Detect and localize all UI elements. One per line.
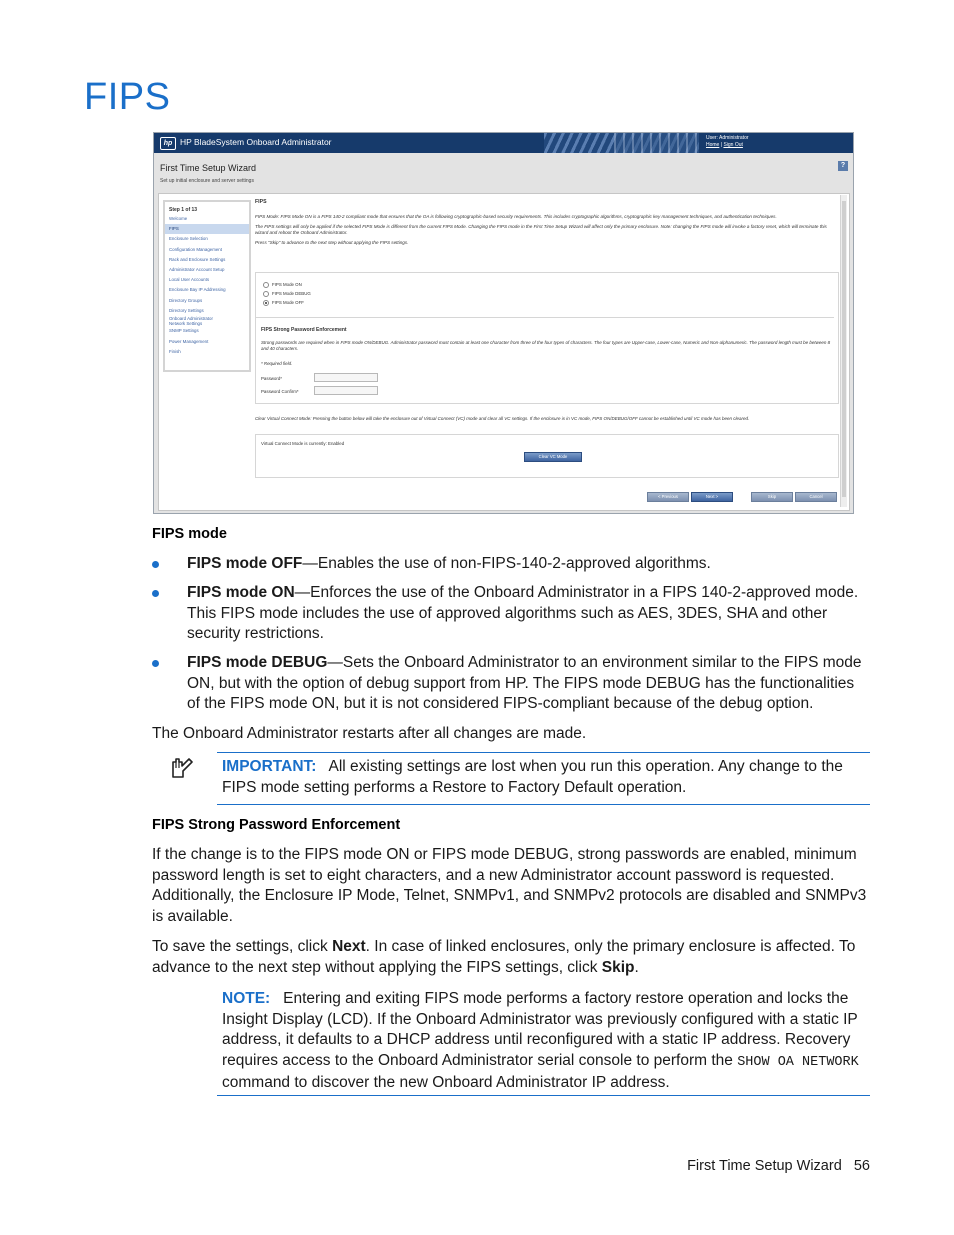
bullet-text bbox=[187, 554, 870, 575]
step-welcome[interactable]: Welcome bbox=[169, 216, 188, 221]
note-body-1: Entering and exiting FIPS mode performs a factory restore operation and locks the Insight Display (LCD). If the Onboard Administrator was previously configured with a static IP address, it defaults to a DHCP address until reconfigured with a static IP address. Recovery requires access to the Onboard Administrator serial console to perform the bbox=[222, 990, 858, 1069]
save-next-term: Next bbox=[332, 938, 366, 955]
bullet-text bbox=[187, 653, 870, 715]
bullet-text bbox=[187, 583, 870, 645]
step-snmp-settings[interactable]: SNMP Settings bbox=[169, 328, 199, 334]
step-configuration-management[interactable]: Configuration Management bbox=[169, 246, 222, 252]
important-hand-icon bbox=[170, 756, 196, 780]
radio-icon bbox=[263, 282, 269, 288]
fips-mode-box bbox=[255, 272, 839, 404]
fips-content bbox=[255, 200, 839, 246]
save-text-3: . bbox=[634, 958, 639, 976]
oa-header-bar bbox=[154, 133, 853, 153]
fips-mode-heading: FIPS mode bbox=[152, 526, 227, 542]
pw-heading: FIPS Strong Password Enforcement bbox=[261, 327, 347, 333]
restart-note: The Onboard Administrator restarts after all changes are made. bbox=[152, 725, 587, 742]
step-list bbox=[163, 200, 251, 372]
step-bay-ip-addressing[interactable]: Enclosure Bay IP Addressing bbox=[169, 287, 226, 293]
sign-out-link[interactable]: Sign Out bbox=[723, 142, 743, 148]
save-skip-term: Skip bbox=[601, 958, 635, 976]
page-title: FIPS bbox=[84, 76, 171, 118]
fips-desc-para: FIPS Mode: FIPS Mode ON is a FIPS 140-2 compliant mode that ensures that the OA is following cryptographic-based security requirements. This includes cryptographic algorithms, cryptographic key management techniques, and authentication techniques. bbox=[255, 213, 777, 219]
pw-text: Strong passwords are required when in FIPS mode ON/DEBUG. Administrator password must contain at least one character from three of the four types of characters. The four types are Upper-case, Lower-case, Numeric and Non-alphanumeric. The password length must be between 8 and 40 characters. bbox=[261, 340, 831, 351]
spe-paragraph: If the change is to the FIPS mode ON or FIPS mode DEBUG, strong passwords are enabled, minimum password length is set to eight characters, and a new Administrator account password is requested. Additionally, the Enclosure IP Mode, Telnet, SNMPv1, and SNMPv2 protocols are disabled and SNMPv3 is available. bbox=[152, 846, 867, 925]
password-confirm-input[interactable] bbox=[314, 386, 378, 395]
bullet-desc: —Enforces the use of the Onboard Administrator in a FIPS 140-2-approved mode. This FIPS mode includes the use of approved algorithms such as AES, 3DES, SHA and other security restrictions. bbox=[187, 584, 859, 642]
home-link[interactable]: Home bbox=[706, 142, 720, 148]
next-button[interactable]: Next > bbox=[691, 492, 733, 502]
vc-status: Virtual Connect Mode is currently: Enabled bbox=[261, 441, 345, 446]
save-text-1: To save the settings, click bbox=[152, 938, 333, 955]
bullet-term: FIPS mode DEBUG bbox=[187, 654, 328, 671]
save-paragraph bbox=[152, 937, 870, 978]
step-admin-account-setup[interactable]: Administrator Account Setup bbox=[169, 267, 225, 273]
step-directory-settings[interactable]: Directory Settings bbox=[169, 307, 204, 313]
previous-button[interactable]: < Previous bbox=[647, 492, 689, 502]
note-command: SHOW OA NETWORK bbox=[737, 1054, 859, 1070]
wizard-body bbox=[158, 193, 850, 511]
bullet-desc: —Sets the Onboard Administrator to an environment similar to the FIPS mode ON, but with the option of debug support from HP. The FIPS mode DEBUG has the functionalities of the FIPS mode ON, but it is not considered FIPS-compliant because of the debug option. bbox=[187, 654, 862, 712]
radio-fips-on-label: FIPS Mode ON bbox=[272, 282, 302, 288]
step-enclosure-selection[interactable]: Enclosure Selection bbox=[169, 236, 208, 242]
important-callout bbox=[217, 752, 870, 805]
footer-section: First Time Setup Wizard bbox=[687, 1158, 842, 1174]
radio-fips-on[interactable] bbox=[263, 282, 302, 288]
note-text bbox=[222, 989, 867, 1094]
password-input[interactable] bbox=[314, 373, 378, 382]
bullet-desc: —Enables the use of non-FIPS-140-2-approved algorithms. bbox=[302, 555, 711, 572]
important-body: All existing settings are lost when you run this operation. Any change to the FIPS mode setting performs a Restore to Factory Default operation. bbox=[222, 758, 843, 796]
note-body-2: command to discover the new Onboard Administrator IP address. bbox=[222, 1074, 670, 1091]
vc-box bbox=[255, 434, 839, 478]
step-oa-network-line1[interactable]: Onboard Administrator bbox=[169, 316, 213, 322]
step-oa-network-line2[interactable]: Network Settings bbox=[169, 321, 203, 327]
step-local-user-accounts[interactable]: Local User Accounts bbox=[169, 277, 210, 283]
radio-selected-icon bbox=[263, 300, 269, 306]
scrollbar[interactable] bbox=[840, 195, 847, 507]
bullet-term: FIPS mode ON bbox=[187, 584, 295, 601]
link-separator: | bbox=[720, 142, 723, 148]
password-confirm-label: Password Confirm* bbox=[261, 389, 299, 394]
app-title: HP BladeSystem Onboard Administrator bbox=[180, 137, 332, 147]
spe-heading: FIPS Strong Password Enforcement bbox=[152, 817, 401, 833]
fips-content-heading: FIPS bbox=[255, 199, 267, 205]
note-label: NOTE: bbox=[222, 990, 271, 1007]
step-counter: Step 1 of 13 bbox=[169, 207, 198, 213]
password-label: Password* bbox=[261, 376, 282, 381]
wizard-subtitle: Set up initial enclosure and server settings bbox=[160, 178, 254, 184]
scrollbar-thumb[interactable] bbox=[842, 201, 846, 497]
step-directory-groups[interactable]: Directory Groups bbox=[169, 297, 203, 303]
important-label: IMPORTANT: bbox=[222, 758, 317, 775]
user-info bbox=[706, 135, 749, 149]
page-footer bbox=[640, 1158, 870, 1174]
note-callout bbox=[217, 985, 870, 1096]
step-finish[interactable]: Finish bbox=[169, 348, 181, 354]
fips-settings-para: The FIPS settings will only be applied if the selected FIPS Mode is different from the current FIPS Mode. Changing the FIPS mode in the First Time Setup Wizard will affect only the primary enclosure. Note: changing the FIPS mode will invoke a factory reset, which will terminate this wizard and reboot the Onboard Administrator. bbox=[255, 224, 827, 235]
important-text bbox=[222, 757, 867, 798]
radio-fips-debug[interactable] bbox=[263, 291, 311, 297]
radio-fips-off-label: FIPS Mode OFF bbox=[272, 300, 304, 306]
footer-page-number: 56 bbox=[853, 1158, 870, 1174]
save-text-2: . In case of linked enclosures, only the primary enclosure is affected. To advance to the next step without applying the FIPS settings, click bbox=[152, 938, 856, 976]
header-banner-overlay bbox=[614, 133, 699, 153]
required-note: * Required field. bbox=[261, 361, 293, 366]
step-fips[interactable]: FIPS bbox=[165, 224, 249, 234]
radio-icon bbox=[263, 291, 269, 297]
step-rack-enclosure-settings[interactable]: Rack and Enclosure Settings bbox=[169, 256, 226, 262]
help-icon[interactable]: ? bbox=[838, 161, 848, 171]
wizard-title: First Time Setup Wizard bbox=[160, 163, 257, 173]
clear-vc-mode-button[interactable]: Clear VC Mode bbox=[524, 452, 582, 462]
skip-button[interactable]: Skip bbox=[751, 492, 793, 502]
hp-logo-icon: hp bbox=[160, 137, 176, 150]
fips-skip-para: Press "Skip" to advance to the next step without applying the FIPS settings. bbox=[255, 240, 409, 246]
bullet-term: FIPS mode OFF bbox=[187, 555, 303, 572]
radio-fips-off[interactable] bbox=[263, 300, 304, 306]
radio-fips-debug-label: FIPS Mode DEBUG bbox=[272, 291, 311, 297]
divider bbox=[256, 317, 834, 318]
user-line: User: Administrator bbox=[706, 135, 749, 141]
bullet-icon bbox=[152, 561, 159, 568]
bullet-icon bbox=[152, 590, 159, 597]
vc-description: Clear Virtual Connect Mode: Pressing the button below will take the enclosure out of Virtual Connect (VC) mode and clear all VC settings. If the enclosure is in VC mode, FIPS ON/DEBUG/OFF cannot be established until VC mode has been cleared. bbox=[255, 416, 750, 421]
cancel-button[interactable]: Cancel bbox=[795, 492, 837, 502]
wizard-screenshot bbox=[153, 132, 854, 514]
bullet-icon bbox=[152, 660, 159, 667]
step-power-management[interactable]: Power Management bbox=[169, 338, 209, 344]
